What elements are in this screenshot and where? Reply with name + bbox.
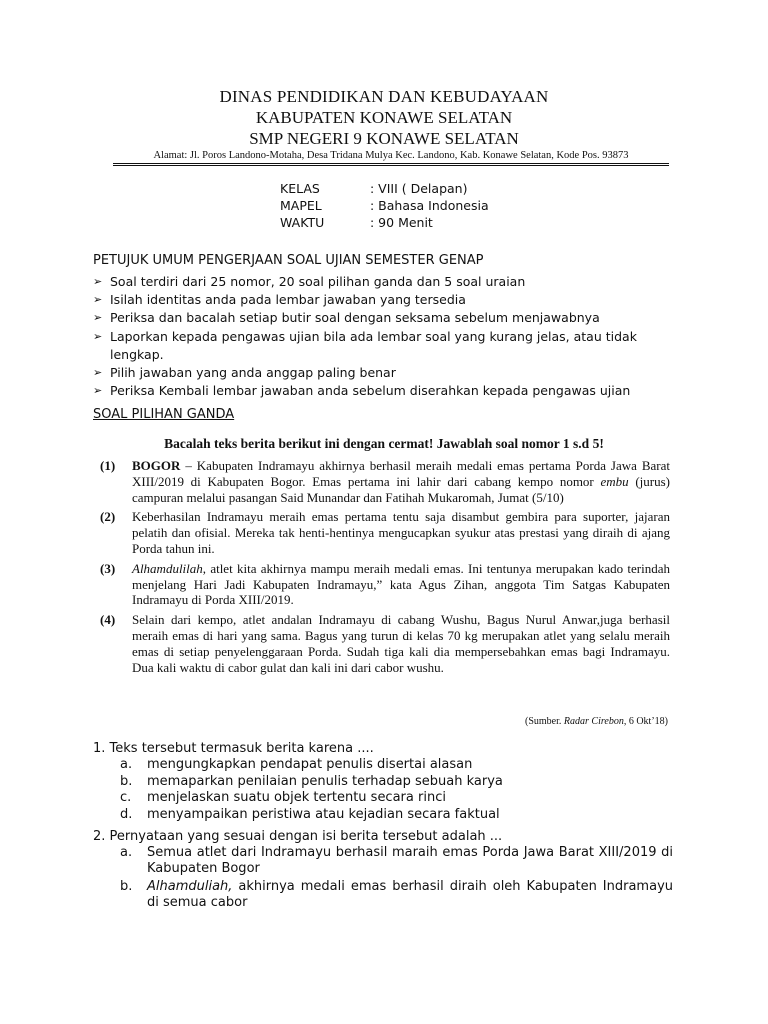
meta-row-waktu bbox=[280, 214, 489, 231]
instruction-text: Soal terdiri dari 25 nomor, 20 soal pilihan ganda dan 5 soal uraian bbox=[110, 274, 526, 289]
paragraph-1 bbox=[100, 458, 670, 505]
source-name: Radar Cirebon bbox=[563, 716, 624, 727]
paragraph-text-part: , atlet kita akhirnya mampu meraih medali emas. Ini tentunya merupakan kado terindah menjelang Hari Jadi Kabupaten Indramayu,” kata Agus Zihan, anggota Tim Satgas Kabupaten Indramayu di Porda XIII/2019. bbox=[132, 560, 670, 608]
question-stem: 2. Pernyataan yang sesuai dengan isi berita tersebut adalah ... bbox=[93, 829, 503, 844]
option-text: Semua atlet dari Indramayu berhasil maraih emas Porda Jawa Barat XIII/2019 di Kabupaten Bogor bbox=[147, 845, 673, 876]
waktu-label: WAKTU bbox=[280, 215, 325, 230]
option-letter: c. bbox=[120, 790, 132, 805]
source-suffix: , 6 Okt’18) bbox=[623, 716, 668, 727]
paragraph-3 bbox=[100, 561, 670, 608]
instruction-item bbox=[93, 364, 653, 382]
kelas-label: KELAS bbox=[280, 181, 320, 196]
question-stem: 1. Teks tersebut termasuk berita karena .... bbox=[93, 741, 374, 756]
option-text-part: akhirnya medali emas berhasil diraih oleh Kabupaten Indramayu di semua cabor bbox=[147, 879, 673, 910]
option-text: menjelaskan suatu objek tertentu secara rinci bbox=[147, 790, 446, 805]
arrow-bullet-icon: ➢ bbox=[93, 384, 103, 398]
answer-option[interactable] bbox=[120, 774, 673, 791]
option-letter: a. bbox=[120, 757, 133, 772]
option-letter: b. bbox=[120, 879, 133, 894]
school-address: Alamat: Jl. Poros Landono-Motaha, Desa Tridana Mulya Kec. Landono, Kab. Konawe Selatan, Kode Pos. 93873 bbox=[153, 150, 629, 161]
paragraph-text bbox=[132, 458, 670, 505]
paragraph-4 bbox=[100, 612, 670, 675]
instruction-text: Pilih jawaban yang anda anggap paling benar bbox=[110, 365, 396, 381]
answer-option[interactable] bbox=[120, 879, 673, 911]
instruction-item bbox=[93, 291, 653, 309]
answer-option[interactable] bbox=[120, 807, 673, 824]
paragraph-text-part: (jurus) campuran melalui pasangan Said Munandar dan Fatihah Mukaromah, Jumat (5/10) bbox=[132, 473, 670, 505]
paragraph-2 bbox=[100, 509, 670, 556]
instruction-text: Periksa Kembali lembar jawaban anda sebelum diserahkan kepada pengawas ujian bbox=[110, 383, 631, 399]
arrow-bullet-icon: ➢ bbox=[93, 293, 103, 307]
dateline: BOGOR bbox=[132, 458, 181, 473]
paragraph-text-part: – Kabupaten Indramayu akhirnya berhasil meraih medali emas pertama Porda Jawa Barat XIII/2019 di Kabupaten Bogor. Emas pertama ini lahir dari cabang kempo nomor bbox=[132, 458, 670, 489]
news-text bbox=[100, 458, 670, 679]
paragraph-number: (3) bbox=[100, 560, 116, 576]
waktu-value: : 90 Menit bbox=[370, 215, 433, 230]
instruction-item bbox=[93, 382, 653, 400]
letterhead-line-1: DINAS PENDIDIKAN DAN KEBUDAYAAN bbox=[219, 87, 549, 106]
instruction-text: Isilah identitas anda pada lembar jawaban yang tersedia bbox=[110, 292, 466, 308]
arrow-bullet-icon: ➢ bbox=[93, 366, 103, 380]
paragraph-text bbox=[132, 561, 670, 608]
arrow-bullet-icon: ➢ bbox=[93, 311, 103, 325]
paragraph-number: (4) bbox=[100, 612, 116, 628]
instruction-item bbox=[93, 328, 653, 364]
answer-options bbox=[120, 757, 673, 823]
instructions-list bbox=[93, 273, 653, 400]
letterhead-line-2: KABUPATEN KONAWE SELATAN bbox=[255, 108, 513, 127]
letterhead-rule-double bbox=[113, 165, 669, 166]
option-text: mengungkapkan pendapat penulis disertai alasan bbox=[147, 757, 473, 772]
option-letter: b. bbox=[120, 773, 133, 789]
italic-term: Alhamduliah, bbox=[147, 879, 233, 894]
instruction-text: Laporkan kepada pengawas ujian bila ada lembar soal yang kurang jelas, atau tidak lengkap. bbox=[110, 328, 637, 362]
instruction-text: Periksa dan bacalah setiap butir soal dengan seksama sebelum menjawabnya bbox=[110, 310, 600, 326]
option-letter: d. bbox=[120, 806, 133, 822]
mapel-label: MAPEL bbox=[280, 198, 322, 213]
paragraph-text: Selain dari kempo, atlet andalan Indramayu di cabang Wushu, Bagus Nurul Anwar,juga berhasil meraih emas di hari yang sama. Bagus yang turun di kelas 70 kg merupakan atlet yang selalu meraih emas di setiap penyelenggaraan Porda. Sudah tiga kali dia mempersebahkan emas bagi Indramayu. Dua kali waktu di cabor gulat dan kali ini dari cabor wushu. bbox=[132, 612, 670, 675]
instruction-item bbox=[93, 273, 653, 291]
arrow-bullet-icon: ➢ bbox=[93, 329, 103, 343]
reading-instruction: Bacalah teks berita berikut ini dengan cermat! Jawablah soal nomor 1 s.d 5! bbox=[164, 436, 604, 451]
exam-meta bbox=[280, 180, 489, 231]
question-2 bbox=[93, 828, 673, 913]
option-text: menyampaikan peristiwa atau kejadian secara faktual bbox=[147, 806, 500, 822]
option-letter: a. bbox=[120, 845, 133, 860]
source-citation bbox=[525, 716, 668, 727]
instructions-title: PETUJUK UMUM PENGERJAAN SOAL UJIAN SEMESTER GENAP bbox=[93, 253, 484, 268]
answer-option[interactable] bbox=[120, 757, 673, 774]
letterhead-line-3: SMP NEGERI 9 KONAWE SELATAN bbox=[249, 129, 519, 148]
arrow-bullet-icon: ➢ bbox=[93, 275, 103, 288]
italic-term: embu bbox=[600, 473, 629, 489]
source-prefix: (Sumber. bbox=[525, 716, 564, 727]
letterhead bbox=[0, 86, 768, 149]
meta-row-kelas bbox=[280, 180, 489, 197]
option-text bbox=[147, 879, 673, 911]
paragraph-number: (2) bbox=[100, 509, 116, 525]
kelas-value: : VIII ( Delapan) bbox=[370, 181, 468, 196]
instruction-item bbox=[93, 309, 653, 327]
mapel-value: : Bahasa Indonesia bbox=[370, 198, 489, 213]
question-1 bbox=[93, 740, 673, 823]
italic-term: Alhamdulilah bbox=[132, 560, 203, 576]
section-title: SOAL PILIHAN GANDA bbox=[93, 407, 235, 422]
answer-options bbox=[120, 845, 673, 911]
paragraph-number: (1) bbox=[100, 458, 116, 473]
letterhead-rule bbox=[113, 163, 669, 164]
meta-row-mapel bbox=[280, 197, 489, 214]
paragraph-text: Keberhasilan Indramayu meraih emas pertama tentu saja disambut gembira para suporter, jajaran pelatih dan ofisial. Mereka tak henti-hentinya mengucapkan syukur atas prestasi yang diraih di ajang Porda tahun ini. bbox=[132, 509, 670, 556]
option-text: memaparkan penilaian penulis terhadap sebuah karya bbox=[147, 773, 503, 789]
answer-option[interactable] bbox=[120, 845, 673, 877]
answer-option[interactable] bbox=[120, 790, 673, 807]
